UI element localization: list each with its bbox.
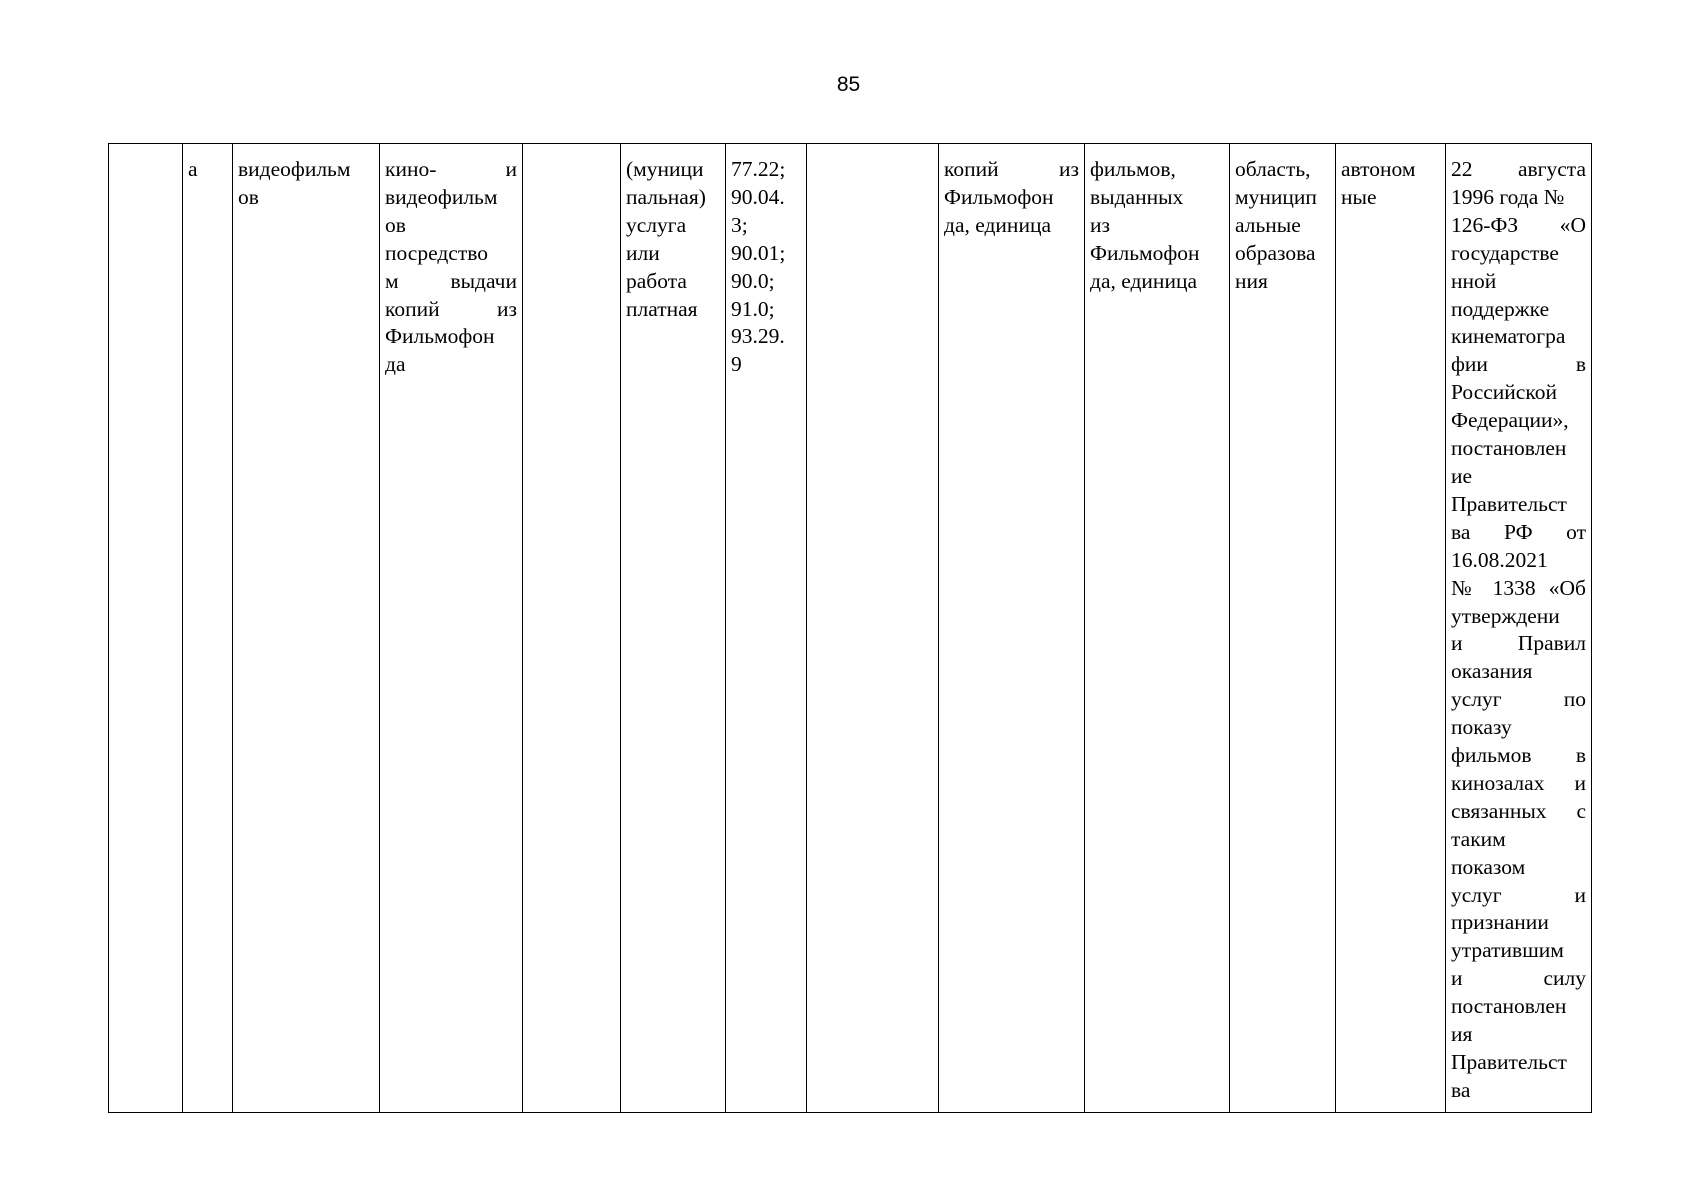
cell-line: и Правил bbox=[1451, 631, 1586, 656]
cell-line: услуг и bbox=[1451, 882, 1586, 907]
cell-volume-indicator bbox=[939, 144, 1085, 1113]
cell-line: образова bbox=[1235, 240, 1316, 265]
cell-letter bbox=[183, 144, 233, 1113]
cell-line: 90.0; bbox=[731, 268, 775, 293]
cell-line: оказания bbox=[1451, 659, 1533, 684]
cell-line: Правительст bbox=[1451, 491, 1567, 516]
cell-line: Федерации», bbox=[1451, 408, 1569, 433]
cell-line: нной bbox=[1451, 268, 1497, 293]
cell-line: 90.01; bbox=[731, 240, 786, 265]
cell-line: ва bbox=[1451, 1077, 1471, 1102]
cell-line: 3; bbox=[731, 212, 748, 237]
cell-content bbox=[380, 144, 523, 1113]
cell-line: связанных с bbox=[1451, 798, 1586, 823]
cell-line: посредство bbox=[385, 240, 488, 265]
cell-line: 93.29. bbox=[731, 324, 785, 349]
cell-line: видеофильм bbox=[385, 184, 498, 209]
cell-line: ов bbox=[238, 184, 259, 209]
cell-line: да, единица bbox=[1090, 268, 1197, 293]
cell-line: Фильмофон bbox=[944, 184, 1054, 209]
page-number: 85 bbox=[836, 73, 861, 96]
cell-institution-type bbox=[1336, 144, 1446, 1113]
cell-line: 126-ФЗ «О bbox=[1451, 212, 1586, 237]
cell-line: кинозалах и bbox=[1451, 770, 1586, 795]
cell-line: ия bbox=[1451, 1022, 1473, 1047]
cell-line: ие bbox=[1451, 463, 1473, 488]
cell-line: ва РФ от bbox=[1451, 519, 1586, 544]
cell-line: фильмов, bbox=[1090, 157, 1176, 181]
cell-line: таким bbox=[1451, 826, 1506, 851]
cell-line: 22 августа bbox=[1451, 157, 1586, 181]
cell-name bbox=[233, 144, 380, 1113]
cell-line: утверждени bbox=[1451, 603, 1560, 628]
cell-line: да, единица bbox=[944, 212, 1051, 237]
cell-okved-codes bbox=[726, 144, 807, 1113]
cell-line: показом bbox=[1451, 854, 1526, 879]
cell-line: постановлен bbox=[1451, 436, 1567, 461]
cell-line: ния bbox=[1235, 268, 1268, 293]
cell-line: ов bbox=[385, 212, 406, 237]
cell-line: показу bbox=[1451, 715, 1512, 740]
cell-line: утратившим bbox=[1451, 938, 1564, 963]
cell-line: Российской bbox=[1451, 380, 1557, 405]
cell-line: Фильмофон bbox=[1090, 240, 1200, 265]
cell-line: муницип bbox=[1235, 184, 1317, 209]
cell-line: да bbox=[385, 352, 406, 377]
cell-line: фильмов в bbox=[1451, 743, 1586, 768]
cell-line: работа bbox=[626, 268, 687, 293]
cell-empty-5 bbox=[523, 144, 621, 1113]
cell-line: 16.08.2021 bbox=[1451, 547, 1548, 572]
cell-line: выданных bbox=[1090, 184, 1184, 209]
cell-quality-indicator bbox=[1085, 144, 1230, 1113]
cell-line: платная bbox=[626, 296, 698, 321]
cell-line: постановлен bbox=[1451, 994, 1567, 1019]
cell-line: копий из bbox=[385, 296, 517, 321]
cell-line: копий из bbox=[944, 157, 1079, 181]
cell-line: пальная) bbox=[626, 184, 706, 209]
cell-line: 77.22; bbox=[731, 157, 786, 181]
cell-line: видеофильм bbox=[238, 157, 351, 181]
cell-line: кинематогра bbox=[1451, 324, 1566, 349]
cell-level bbox=[1230, 144, 1336, 1113]
table-row bbox=[109, 144, 1592, 1113]
cell-line: или bbox=[626, 240, 660, 265]
cell-empty-8 bbox=[807, 144, 939, 1113]
cell-line: признании bbox=[1451, 910, 1549, 935]
cell-line: а bbox=[188, 157, 198, 181]
cell-line: 9 bbox=[731, 352, 742, 377]
registry-table bbox=[108, 143, 1592, 1113]
cell-line: № 1338 «Об bbox=[1451, 575, 1586, 600]
cell-line: кино- и bbox=[385, 157, 517, 181]
cell-line: ные bbox=[1341, 184, 1377, 209]
cell-line: фии в bbox=[1451, 352, 1586, 377]
cell-line: услуг по bbox=[1451, 687, 1586, 712]
cell-line: 90.04. bbox=[731, 184, 785, 209]
cell-line: альные bbox=[1235, 212, 1301, 237]
cell-line: (муници bbox=[626, 157, 704, 181]
cell-legal-basis bbox=[1446, 144, 1592, 1113]
cell-line: м выдачи bbox=[385, 268, 517, 293]
cell-line: 91.0; bbox=[731, 296, 775, 321]
cell-line: автоном bbox=[1341, 157, 1416, 181]
cell-line: область, bbox=[1235, 157, 1311, 181]
cell-line: Фильмофон bbox=[385, 324, 495, 349]
cell-line: услуга bbox=[626, 212, 687, 237]
cell-number bbox=[109, 144, 183, 1113]
cell-line: поддержке bbox=[1451, 296, 1550, 321]
cell-line: Правительст bbox=[1451, 1050, 1567, 1074]
cell-line: и силу bbox=[1451, 966, 1586, 991]
cell-line: государстве bbox=[1451, 240, 1559, 265]
cell-line: из bbox=[1090, 212, 1110, 237]
cell-line: 1996 года № bbox=[1451, 184, 1565, 209]
cell-service-type bbox=[621, 144, 726, 1113]
